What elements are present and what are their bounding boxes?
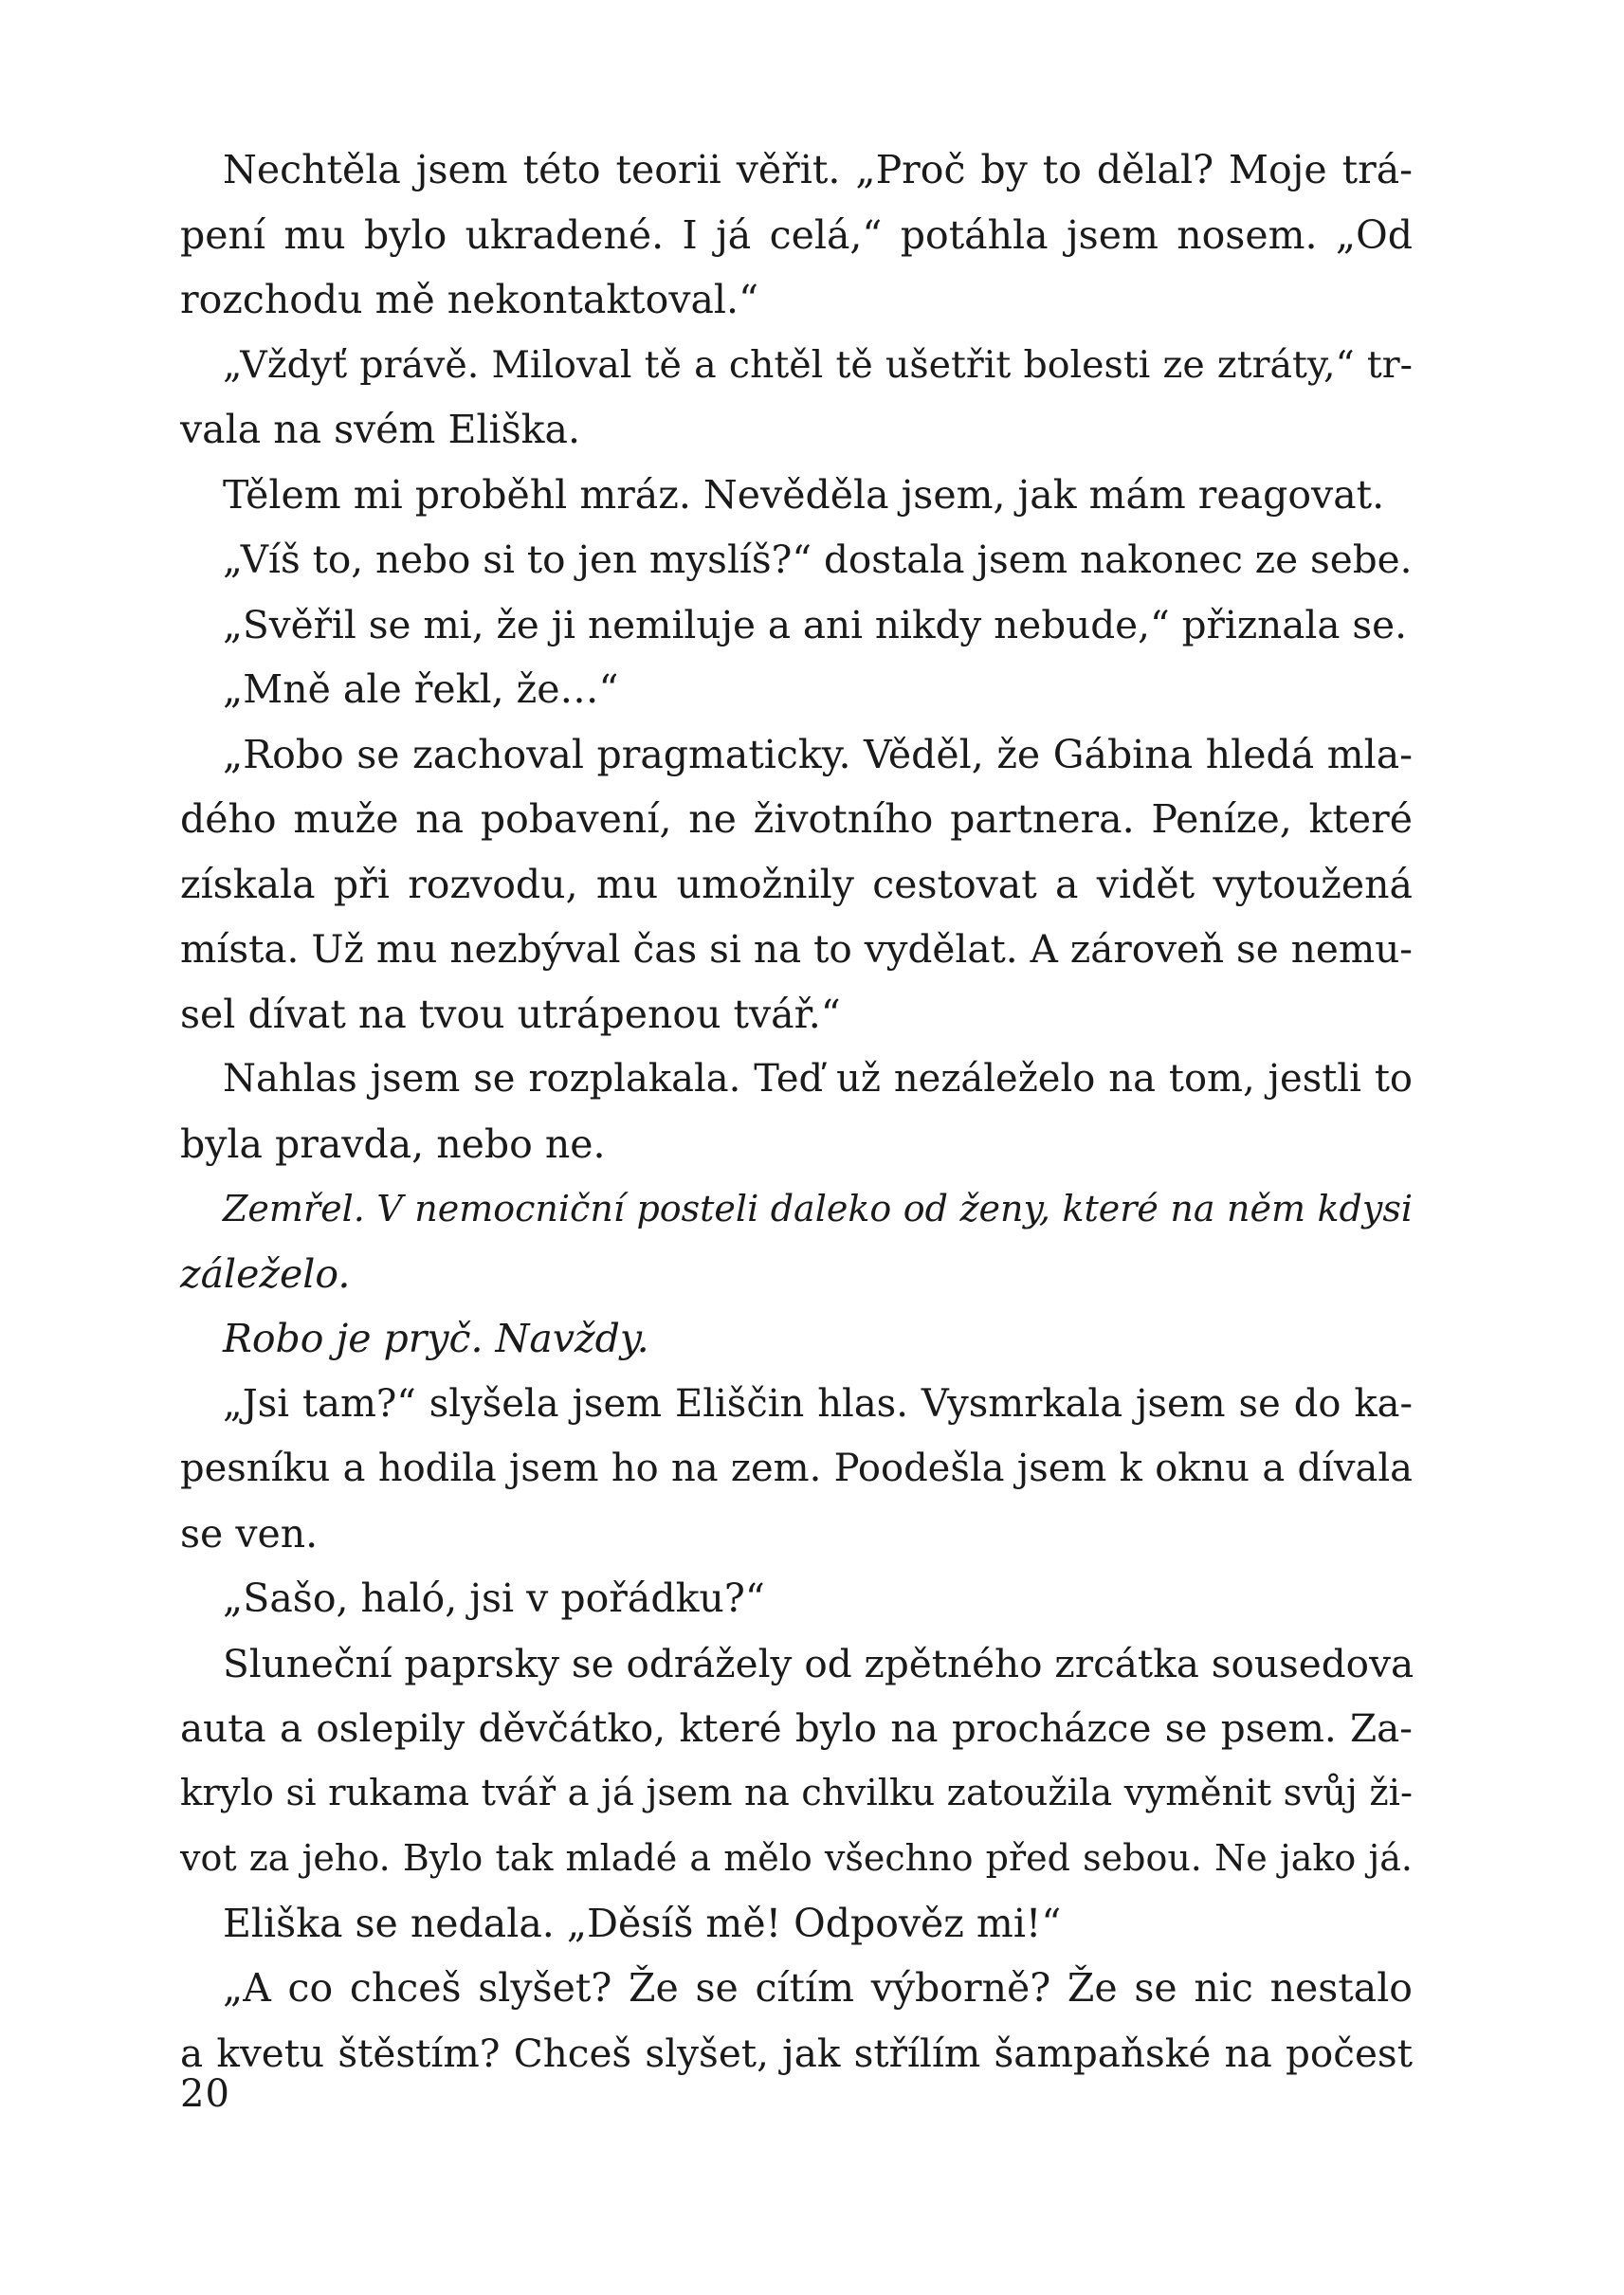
text-line: Eliška se nedala. „Děsíš mě! Odpověz mi!“ (223, 1900, 1062, 1946)
text-line: Tělem mi proběhl mráz. Nevěděla jsem, jak mám reagovat. (223, 471, 1385, 518)
text-line: získala při rozvodu, mu umožnily cestovat a vidět vytoužená (180, 861, 1413, 907)
text-line: „Svěřil se mi, že ji nemiluje a ani nikdy nebude,“ přiznala se. (223, 601, 1407, 647)
text-line: „Mně ale řekl, že…“ (223, 666, 619, 712)
text-line: „A co chceš slyšet? Že se cítím výborně? Že se nic nestalo (223, 1965, 1413, 2011)
text-line: pesníku a hodila jsem ho na zem. Poodešla jsem k oknu a dívala (180, 1447, 1413, 1490)
text-line: Zemřel. V nemocniční posteli daleko od ženy, které na něm kdysi (223, 1188, 1413, 1229)
text-line: Sluneční paprsky se odrážely od zpětného zrcátka sousedova (223, 1640, 1414, 1686)
text-line: auta a oslepily děvčátko, které bylo na procházce se psem. Za- (180, 1705, 1413, 1751)
text-line: rozchodu mě nekontaktoval.“ (180, 277, 759, 322)
text-line: pení mu bylo ukradené. I já celá,“ potáhla jsem nosem. „Od (180, 211, 1413, 258)
text-line: Robo je pryč. Navždy. (223, 1316, 649, 1361)
text-line: se ven. (180, 1510, 319, 1557)
text-line: „Víš to, nebo si to jen myslíš?“ dostala jsem nakonec ze sebe. (223, 537, 1413, 582)
text-line: „Jsi tam?“ slyšela jsem Eliščin hlas. Vysmrkala jsem se do ka- (223, 1381, 1413, 1426)
text-line: krylo si rukama tvář a já jsem na chvilku zatoužila vyměnit svůj ži- (180, 1771, 1413, 1814)
text-line: a kvetu štěstím? Chceš slyšet, jak střílím šampaňské na počest (180, 2030, 1413, 2076)
text-line: záleželo. (180, 1250, 351, 1297)
page-body (180, 137, 1413, 2086)
text-line: „Vždyť právě. Miloval tě a chtěl tě ušetřit bolesti ze ztráty,“ tr- (223, 342, 1413, 387)
text-line: sel dívat na tvou utrápenou tvář.“ (180, 991, 841, 1037)
text-line: „Robo se zachoval pragmaticky. Věděl, že Gábina hledá mla- (223, 731, 1413, 777)
text-line: vala na svém Eliška. (180, 407, 580, 452)
text-line: místa. Už mu nezbýval čas si na to vydělat. A zároveň se nemu- (180, 926, 1413, 972)
text-line: „Sašo, haló, jsi v pořádku?“ (223, 1576, 765, 1621)
text-line: byla pravda, nebo ne. (180, 1120, 606, 1167)
text-line: Nechtěla jsem této teorii věřit. „Proč by to dělal? Moje trá- (223, 147, 1413, 192)
text-line: vot za jeho. Bylo tak mladé a mělo všechno před sebou. Ne jako já. (180, 1837, 1413, 1879)
page-number: 20 (180, 2072, 230, 2116)
text-line: dého muže na pobavení, ne životního partnera. Peníze, které (180, 796, 1413, 842)
text-line: Nahlas jsem se rozplakala. Teď už nezáleželo na tom, jestli to (223, 1057, 1413, 1101)
